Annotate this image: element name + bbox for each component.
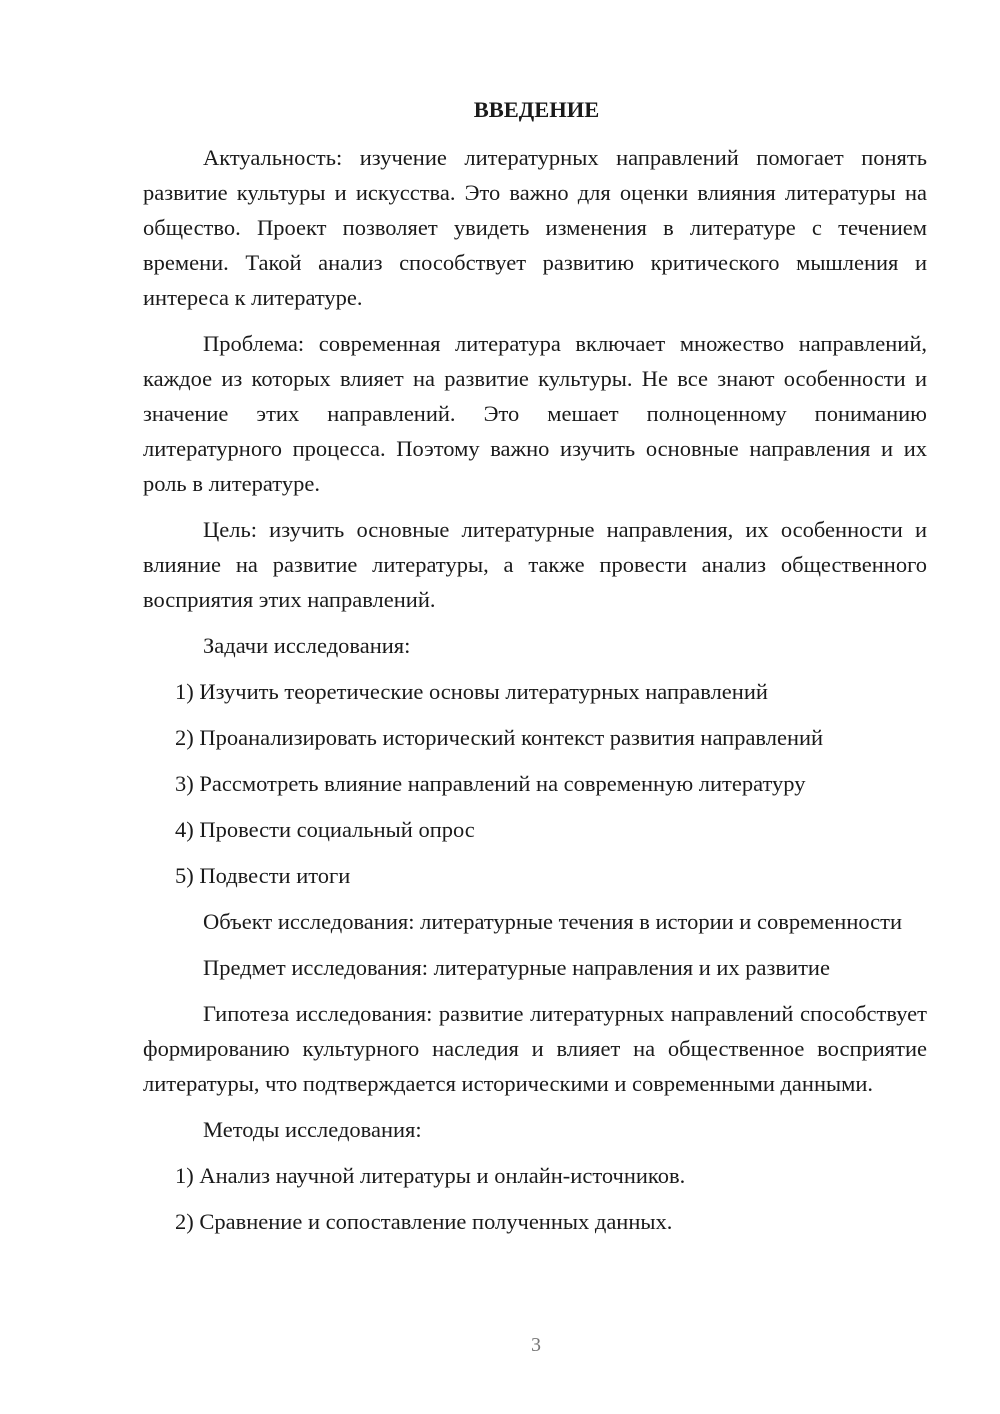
- problem-paragraph: Проблема: современная литература включает множество направлений, каждое из которых влияет на развитие культуры. Не все знают особенности и значение этих направлений. Это мешает полноценному пониманию литературного процесса. Поэтому важно изучить основные направления и их роль в литературе.: [143, 331, 927, 496]
- object-paragraph: Объект исследования: литературные течения в истории и современности: [203, 909, 903, 934]
- task-item: 3) Рассмотреть влияние направлений на современную литературу: [175, 771, 806, 796]
- task-item: 1) Изучить теоретические основы литературных направлений: [175, 679, 768, 704]
- subject-paragraph: Предмет исследования: литературные направления и их развитие: [203, 955, 830, 980]
- tasks-heading: Задачи исследования:: [203, 633, 411, 658]
- methods-heading: Методы исследования:: [203, 1117, 422, 1142]
- method-item: 1) Анализ научной литературы и онлайн-источников.: [175, 1163, 686, 1188]
- method-item: 2) Сравнение и сопоставление полученных данных.: [175, 1209, 673, 1234]
- task-item: 5) Подвести итоги: [175, 863, 351, 888]
- task-item: 2) Проанализировать исторический контекст развития направлений: [175, 725, 824, 750]
- goal-paragraph: Цель: изучить основные литературные направления, их особенности и влияние на развитие литературы, а также провести анализ общественного восприятия этих направлений.: [143, 517, 927, 612]
- page-title: ВВЕДЕНИЕ: [473, 97, 600, 122]
- hypothesis-paragraph: Гипотеза исследования: развитие литературных направлений способствует формированию культурного наследия и влияет на общественное восприятие литературы, что подтверждается историческими и современными данными.: [143, 1001, 927, 1096]
- page-content: [143, 92, 927, 1250]
- task-item: 4) Провести социальный опрос: [175, 817, 475, 842]
- relevance-paragraph: Актуальность: изучение литературных направлений помогает понять развитие культуры и искусства. Это важно для оценки влияния литературы на общество. Проект позволяет увидеть изменения в литературе с течением времени. Такой анализ способствует развитию критического мышления и интереса к литературе.: [143, 145, 927, 310]
- page-number: 3: [531, 1334, 541, 1356]
